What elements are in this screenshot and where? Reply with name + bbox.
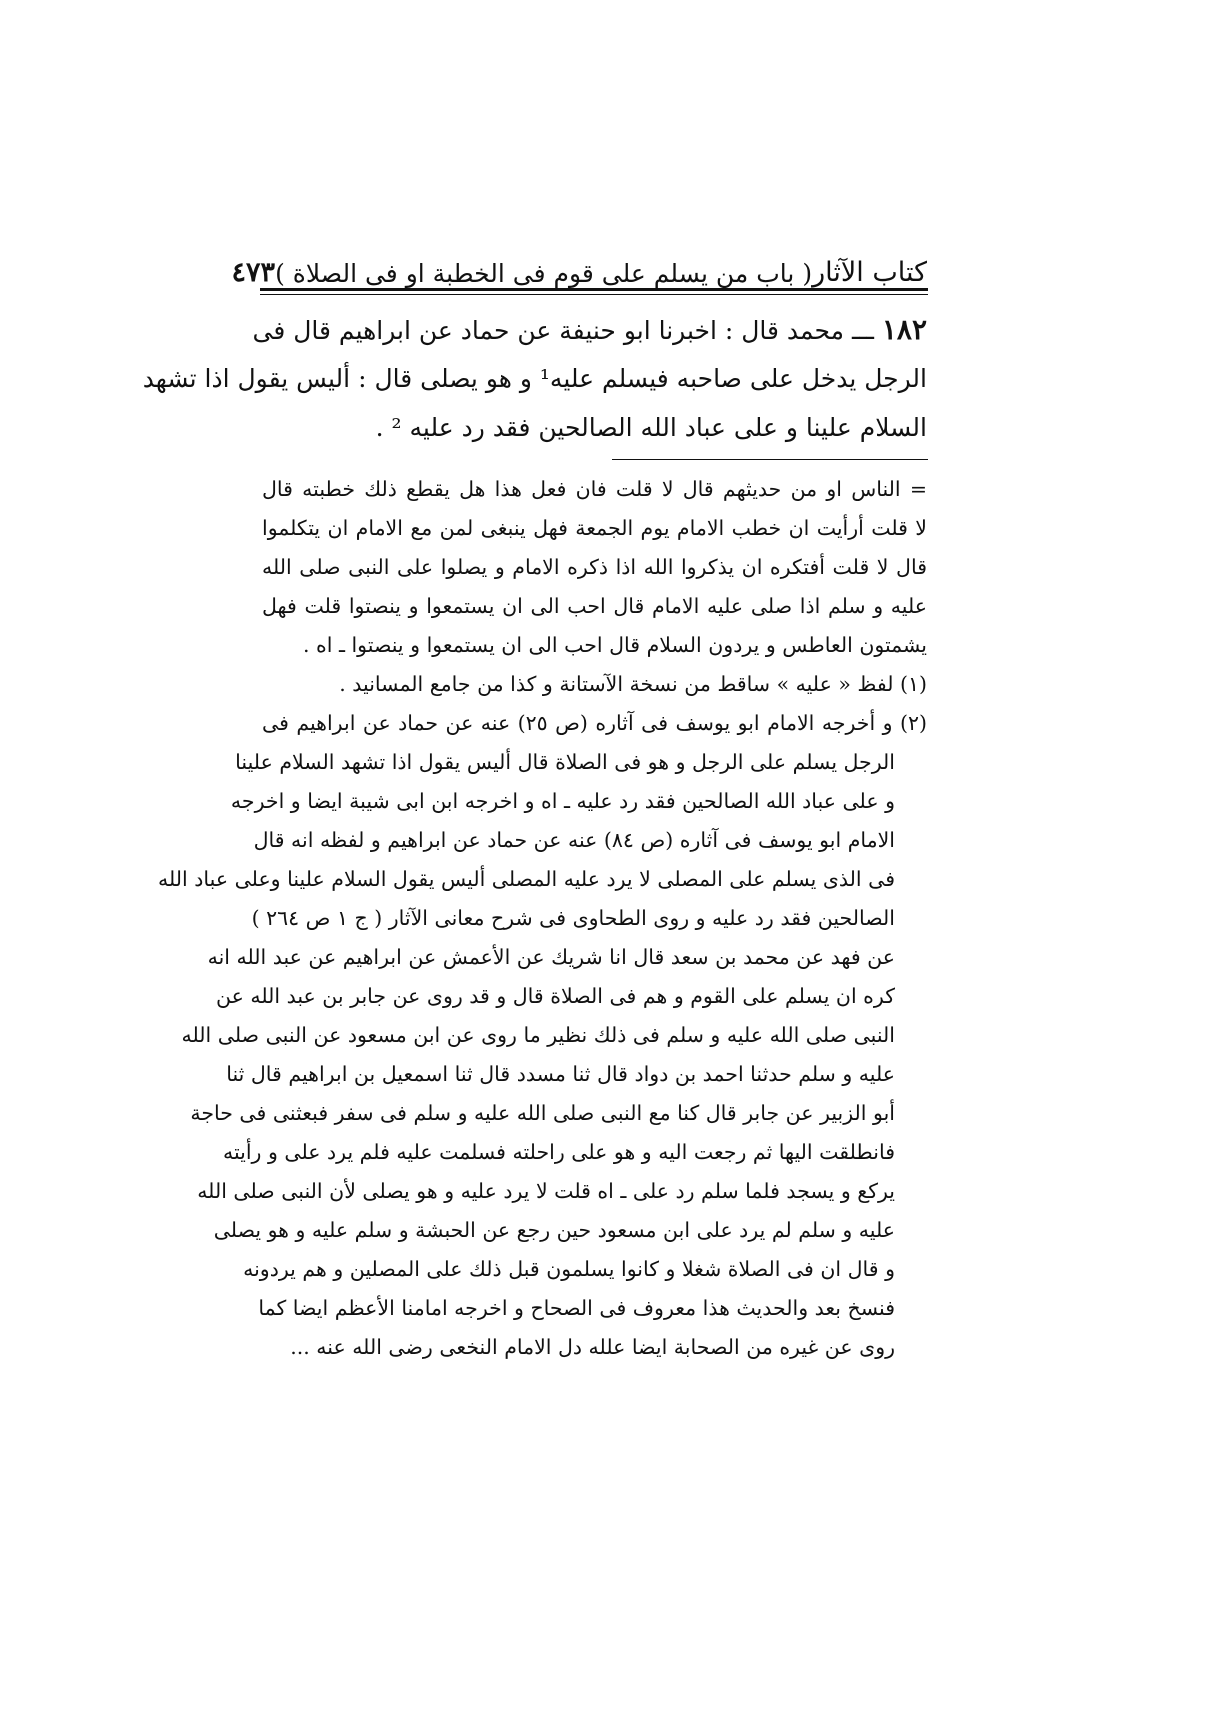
footnote-2-line: عليه و سلم حدثنا احمد بن دواد قال ثنا مسدد قال ثنا اسمعيل بن ابراهيم قال ثنا [226, 1062, 895, 1086]
hadith-line: ١٨٢ ـــ محمد قال : اخبرنا ابو حنيفة عن حماد عن ابراهيم قال فى [252, 313, 927, 346]
footnote-2-line: أبو الزبير عن جابر قال كنا مع النبى صلى الله عليه و سلم فى سفر فبعثنى فى حاجة [190, 1101, 895, 1125]
hadith-line: الرجل يدخل على صاحبه فيسلم عليه¹ و هو يصلى قال : أليس يقول اذا تشهد [142, 364, 927, 393]
running-header [231, 232, 927, 288]
footnotes [158, 470, 927, 1367]
footnote-2-line: روى عن غيره من الصحابة ايضا علله دل الامام النخعى رضى الله عنه ... [290, 1335, 895, 1359]
footnote-separator [612, 459, 928, 460]
footnote-2-line: فى الذى يسلم على المصلى لا يرد عليه المصلى أليس يقول السلام علينا وعلى عباد الله [158, 867, 895, 891]
footnote-continuation-line: لا قلت أرأيت ان خطب الامام يوم الجمعة فهل ينبغى لمن مع الامام ان يتكلموا [262, 516, 927, 540]
footnote-2-line: عليه و سلم لم يرد على ابن مسعود حين رجع عن الحبشة و سلم عليه و هو يصلى [213, 1218, 895, 1242]
footnote-2-line: الامام ابو يوسف فى آثاره (ص ٨٤) عنه عن حماد عن ابراهيم و لفظه انه قال [253, 828, 895, 852]
hadith-line: السلام علينا و على عباد الله الصالحين فقد رد عليه ² . [375, 413, 927, 442]
footnote-2-line: كره ان يسلم على القوم و هم فى الصلاة قال و قد روى عن جابر بن عبد الله عن [216, 984, 895, 1008]
footnote-continuation-line: = الناس او من حديثهم قال لا قلت فان فعل هذا هل يقطع ذلك خطبته قال [262, 477, 927, 501]
footnote-2-line: و قال ان فى الصلاة شغلا و كانوا يسلمون قبل ذلك على المصلين و هم يردونه [243, 1257, 895, 1281]
footnote-2-first-line: (٢) و أخرجه الامام ابو يوسف فى آثاره (ص ٢٥) عنه عن حماد عن ابراهيم فى [262, 711, 927, 735]
footnote-2-line: الرجل يسلم على الرجل و هو فى الصلاة قال أليس يقول اذا تشهد السلام علينا [235, 750, 895, 774]
chapter-title: ( باب من يسلم على قوم فى الخطبة او فى الصلاة ) [275, 259, 813, 288]
hadith-text [142, 305, 927, 452]
footnote-2-line: النبى صلى الله عليه و سلم فى ذلك نظير ما روى عن ابن مسعود عن النبى صلى الله [181, 1023, 895, 1047]
header-rule-thick [260, 288, 928, 291]
footnote-continuation-line: قال لا قلت أفتكره ان يذكروا الله اذا ذكره الامام و يصلوا على النبى صلى الله [262, 555, 927, 579]
footnote-2-line: فنسخ بعد والحديث هذا معروف فى الصحاح و اخرجه امامنا الأعظم ايضا كما [258, 1296, 895, 1320]
footnote-2-line: الصالحين فقد رد عليه و روى الطحاوى فى شرح معانى الآثار ( ج ١ ص ٢٦٤ ) [251, 906, 895, 930]
footnote-2-line: يركع و يسجد فلما سلم رد على ـ اه قلت لا يرد عليه و هو يصلى لأن النبى صلى الله [197, 1179, 895, 1203]
book-title: كتاب الآثار [812, 257, 927, 288]
footnote-continuation-line: عليه و سلم اذا صلى عليه الامام قال احب الى ان يستمعوا و ينصتوا قلت فهل [262, 594, 927, 618]
footnote-2-line: عن فهد عن محمد بن سعد قال انا شريك عن الأعمش عن ابراهيم عن عبد الله انه [207, 945, 895, 969]
hadith-number: ١٨٢ [881, 313, 927, 346]
header-rule-thin [260, 294, 928, 295]
footnote-2-line: و على عباد الله الصالحين فقد رد عليه ـ اه و اخرجه ابن ابى شيبة ايضا و اخرجه [230, 789, 895, 813]
footnote-2-line: فانطلقت اليها ثم رجعت اليه و هو على راحلته فسلمت عليه فلم يرد على و رأيته [222, 1140, 895, 1164]
page-number: ٤٧٣ [231, 257, 276, 288]
footnote-continuation-line: يشمتون العاطس و يردون السلام قال احب الى ان يستمعوا و ينصتوا ـ اه . [302, 633, 927, 657]
footnote-1: (١) لفظ « عليه » ساقط من نسخة الآستانة و كذا من جامع المسانيد . [339, 672, 927, 696]
